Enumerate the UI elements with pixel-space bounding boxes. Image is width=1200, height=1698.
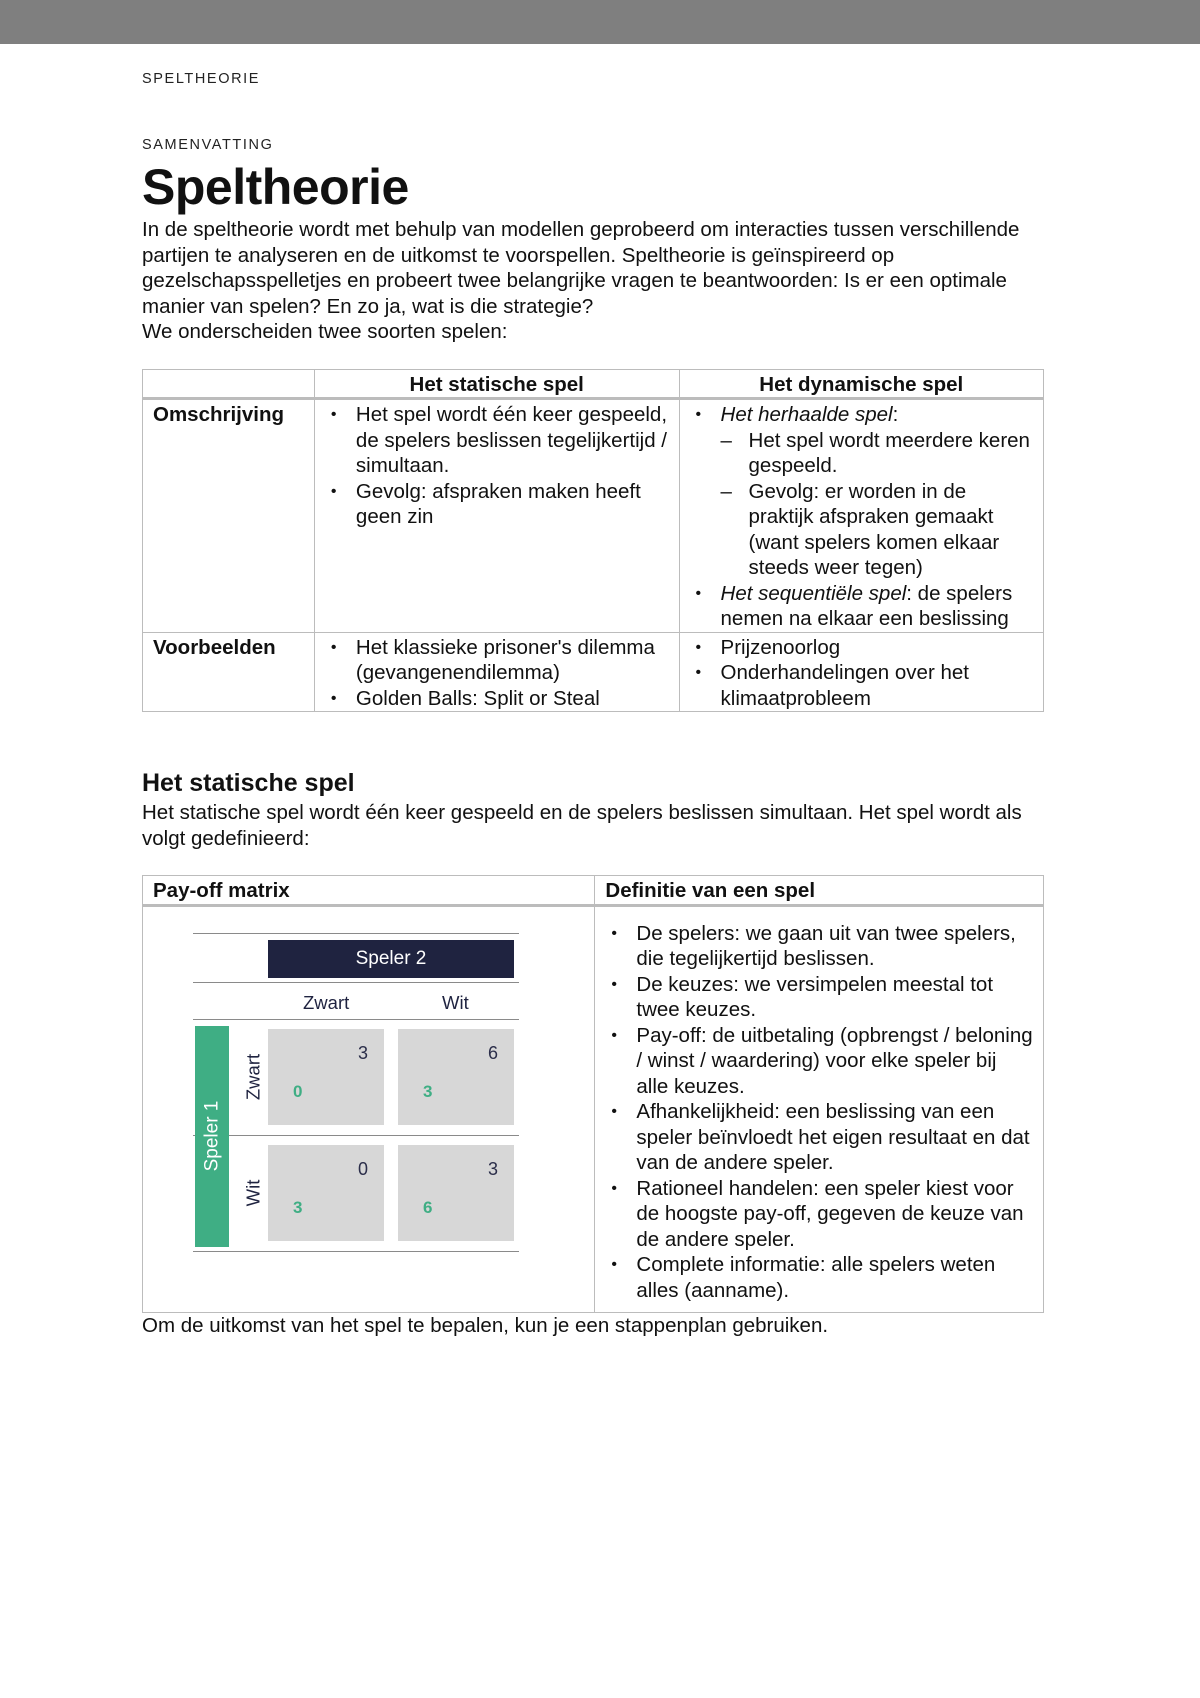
dynamic-examples-cell [679, 632, 1043, 712]
player2-label: Speler 2 [268, 940, 514, 978]
static-game-paragraph: Het statische spel wordt één keer gespeeld en de spelers beslissen simultaan. Het spel wordt als volgt gedefinieerd: [142, 801, 1022, 850]
list-item: • Complete informatie: alle spelers weten alles (aanname). [605, 1252, 1033, 1303]
static-examples-cell [314, 632, 679, 712]
sub-list-item: – Het spel wordt meerdere keren gespeeld. [721, 428, 1033, 479]
top-bar [0, 0, 1200, 44]
table-header-matrix: Pay-off matrix [143, 876, 595, 906]
row-label-wit: Wit [242, 1179, 264, 1206]
payoff-cell [398, 1145, 514, 1241]
column-label-wit: Wit [442, 991, 469, 1013]
list-item: • Afhankelijkheid: een beslissing van een speler beïnvloedt het eigen resultaat en dat van de andere speler. [605, 1099, 1033, 1176]
row-label-voorbeelden: Voorbeelden [143, 632, 315, 712]
payoff-cell [268, 1029, 384, 1125]
list-item: • Het spel wordt één keer gespeeld, de spelers beslissen tegelijkertijd / simultaan. [325, 402, 669, 479]
row-label-zwart: Zwart [242, 1053, 264, 1100]
sequential-game-term: Het sequentiële spel [720, 581, 907, 605]
matrix-rule [193, 982, 519, 984]
payoff-cell [398, 1029, 514, 1125]
column-label-zwart: Zwart [303, 991, 350, 1013]
player1-payoff: 3 [293, 1198, 303, 1217]
static-description-cell [314, 399, 679, 633]
player2-payoff: 6 [487, 1042, 498, 1063]
list-item: • De spelers: we gaan uit van twee spelers, die tegelijkertijd beslissen. [605, 921, 1033, 972]
list-item: • Gevolg: afspraken maken heeft geen zin [325, 479, 669, 530]
player2-payoff: 0 [357, 1158, 368, 1179]
table-header-definition: Definitie van een spel [595, 876, 1044, 906]
table-header-empty [143, 369, 315, 399]
payoff-matrix [193, 933, 519, 1261]
repeated-game-term: Het herhaalde spel [720, 403, 893, 426]
table-header-row [143, 876, 1044, 906]
payoff-matrix-cell [143, 905, 595, 1312]
list-item: • Pay-off: de uitbetaling (opbrengst / beloning / winst / waardering) voor elke speler bij alle keuzes. [605, 1023, 1033, 1100]
list-item: • Golden Balls: Split or Steal [325, 686, 669, 712]
player1-label: Speler 1 [201, 1100, 223, 1171]
list-item [690, 402, 1033, 581]
player2-payoff: 3 [357, 1042, 368, 1063]
table-row [143, 905, 1044, 1312]
document-page [142, 44, 1046, 1338]
definition-table [142, 875, 1044, 1313]
term-colon: : [892, 403, 899, 426]
table-row [143, 632, 1044, 712]
intro-paragraph: In de speltheorie wordt met behulp van modellen geprobeerd om interacties tussen verschillende partijen te analyseren en de uitkomst te voorspellen. Speltheorie is geïnspireerd op gezelschapsspelletjes en probeert twee belangrijke vragen te beantwoorden: Is er een optimale manier van spelen? En zo ja, wat is die strategie? [142, 218, 1020, 318]
table-header-dynamic: Het dynamische spel [679, 369, 1043, 399]
table-header-row [143, 369, 1044, 399]
list-item: • Onderhandelingen over het klimaatprobleem [690, 660, 1033, 711]
matrix-rule [193, 1251, 519, 1253]
matrix-rule [193, 1135, 519, 1137]
doc-eyebrow: SAMENVATTING [142, 137, 274, 153]
player1-payoff: 3 [423, 1082, 433, 1101]
table-row [143, 399, 1044, 633]
list-item: • Prijzenoorlog [690, 635, 1033, 661]
list-item: • Het klassieke prisoner's dilemma (gevangenendilemma) [325, 635, 669, 686]
running-header: SPELTHEORIE [142, 71, 261, 87]
player1-payoff: 6 [423, 1198, 433, 1217]
table-header-static: Het statische spel [314, 369, 679, 399]
definition-cell [595, 905, 1044, 1312]
game-types-table [142, 369, 1044, 713]
row-label-omschrijving: Omschrijving [143, 399, 315, 633]
sub-list-item: – Gevolg: er worden in de praktijk afspraken gemaakt (want spelers komen elkaar steeds weer tegen) [721, 479, 1033, 581]
player1-payoff: 0 [293, 1082, 303, 1101]
payoff-cell [268, 1145, 384, 1241]
matrix-rule [193, 1019, 519, 1021]
player2-payoff: 3 [487, 1158, 498, 1179]
term-description: : de spelers nemen na elkaar een beslissing [720, 581, 1013, 630]
outro-paragraph: Om de uitkomst van het spel te bepalen, kun je een stappenplan gebruiken. [142, 1313, 829, 1337]
page-title: Speltheorie [142, 159, 409, 215]
list-item [690, 581, 1033, 632]
matrix-rule [193, 933, 519, 935]
section-heading: Het statische spel [142, 769, 355, 797]
intro-lead: We onderscheiden twee soorten spelen: [142, 320, 508, 343]
list-item: • Rationeel handelen: een speler kiest voor de hoogste pay-off, gegeven de keuze van de andere speler. [605, 1176, 1033, 1253]
dynamic-description-cell [679, 399, 1043, 633]
list-item: • De keuzes: we versimpelen meestal tot twee keuzes. [605, 972, 1033, 1023]
